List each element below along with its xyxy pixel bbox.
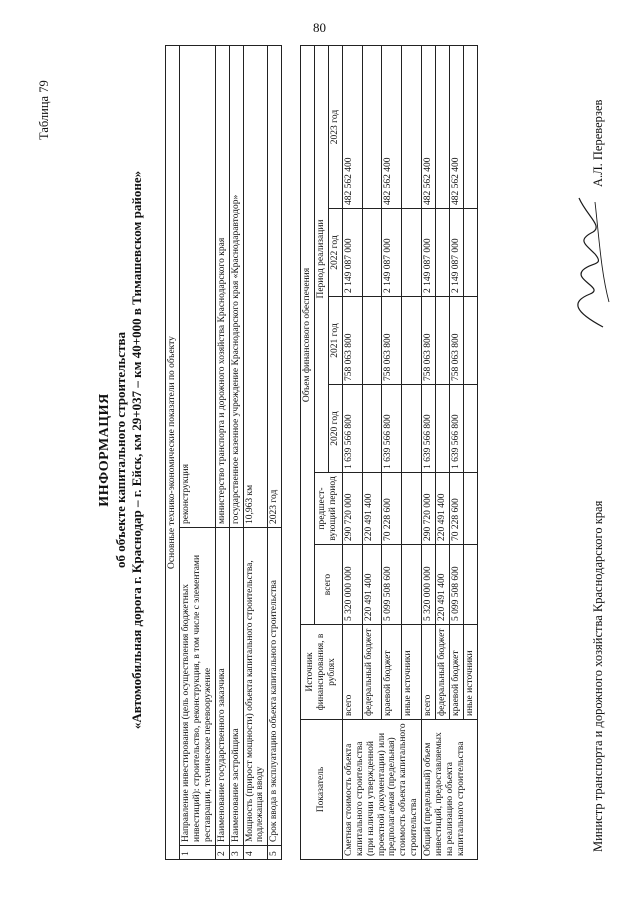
value-cell: 758 063 800 bbox=[422, 297, 436, 385]
value-cell: 1 639 566 800 bbox=[342, 385, 362, 473]
value-cell bbox=[463, 209, 477, 297]
header-realization-period: Период реализации bbox=[314, 46, 328, 473]
value-cell bbox=[463, 473, 477, 545]
rotated-document-body bbox=[15, 40, 625, 860]
value-cell bbox=[463, 297, 477, 385]
source-cell: федеральный бюджет bbox=[362, 625, 382, 720]
document-title bbox=[97, 40, 145, 860]
header-year: 2022 год bbox=[328, 209, 342, 297]
value-cell: 70 228 600 bbox=[450, 473, 464, 545]
value-cell: 482 562 400 bbox=[422, 46, 436, 209]
table-label: Таблица 79 bbox=[37, 80, 51, 140]
value-cell: 482 562 400 bbox=[382, 46, 402, 209]
value-cell: 1 639 566 800 bbox=[422, 385, 436, 473]
header-year: 2020 год bbox=[328, 385, 342, 473]
header-total: всего bbox=[314, 545, 342, 625]
value-cell: 290 720 000 bbox=[342, 473, 362, 545]
value-cell: 2 149 087 000 bbox=[382, 209, 402, 297]
value-cell: 5 099 508 600 bbox=[450, 545, 464, 625]
row-number: 2 bbox=[215, 846, 229, 860]
title-line-2: об объекте капитального строительства bbox=[113, 332, 128, 568]
source-cell: краевой бюджет bbox=[382, 625, 402, 720]
value-cell: 758 063 800 bbox=[342, 297, 362, 385]
row-value: реконструкция bbox=[179, 46, 215, 528]
value-cell: 5 320 000 000 bbox=[342, 545, 362, 625]
row-label: Наименование застройщика bbox=[229, 528, 243, 846]
value-cell bbox=[436, 385, 450, 473]
value-cell bbox=[362, 46, 382, 209]
value-cell bbox=[362, 385, 382, 473]
title-line-3: «Автомобильная дорога г. Краснодар – г. Ейск, км 29+037 – км 40+000 в Тимашевском районе» bbox=[129, 170, 144, 730]
value-cell: 2 149 087 000 bbox=[422, 209, 436, 297]
value-cell: 220 491 400 bbox=[362, 545, 382, 625]
table-row bbox=[243, 46, 268, 860]
value-cell: 482 562 400 bbox=[342, 46, 362, 209]
source-cell: федеральный бюджет bbox=[436, 625, 450, 720]
row-value: 10,963 км bbox=[243, 46, 268, 528]
row-number: 3 bbox=[229, 846, 243, 860]
source-cell: иные источники bbox=[402, 625, 422, 720]
header-indicator: Показатель bbox=[301, 720, 343, 860]
value-cell: 758 063 800 bbox=[382, 297, 402, 385]
value-cell bbox=[362, 297, 382, 385]
table-row bbox=[342, 46, 362, 860]
value-cell bbox=[402, 545, 422, 625]
page-number: 80 bbox=[313, 20, 326, 35]
value-cell: 220 491 400 bbox=[436, 545, 450, 625]
value-cell bbox=[436, 209, 450, 297]
signer-role: Министр транспорта и дорожного хозяйства Краснодарского края bbox=[591, 500, 605, 852]
value-cell bbox=[463, 545, 477, 625]
table-row bbox=[229, 46, 243, 860]
value-cell: 70 228 600 bbox=[382, 473, 402, 545]
header-year: 2021 год bbox=[328, 297, 342, 385]
value-cell: 1 639 566 800 bbox=[382, 385, 402, 473]
row-label: Направление инвестирования (цель осуществления бюджетных инвестиций): строительство, реконструкция, в том числе с элементами реставрации, техническое перевооружение bbox=[179, 528, 215, 846]
technical-indicators-table bbox=[165, 45, 282, 860]
technical-indicators-header: Основные технико-экономические показатели по объекту bbox=[166, 46, 180, 860]
value-cell bbox=[402, 385, 422, 473]
signature-block bbox=[575, 52, 635, 852]
value-cell bbox=[463, 46, 477, 209]
value-cell bbox=[402, 297, 422, 385]
header-source: Источник финансирования, в рублях bbox=[301, 625, 343, 720]
row-label: Срок ввода в эксплуатацию объекта капитального строительства bbox=[268, 528, 282, 846]
value-cell: 290 720 000 bbox=[422, 473, 436, 545]
indicator-cell: Общий (предельный) объем инвестиций, предоставляемых на реализацию объекта капитального строительства bbox=[422, 720, 478, 860]
row-value: государственное казенное учреждение Краснодарского края «Краснодаравтодор» bbox=[229, 46, 243, 528]
source-cell: иные источники bbox=[463, 625, 477, 720]
header-year: 2023 год bbox=[328, 46, 342, 209]
value-cell: 220 491 400 bbox=[436, 473, 450, 545]
value-cell: 482 562 400 bbox=[450, 46, 464, 209]
value-cell bbox=[402, 473, 422, 545]
value-cell bbox=[463, 385, 477, 473]
value-cell bbox=[362, 209, 382, 297]
title-line-1: ИНФОРМАЦИЯ bbox=[97, 393, 112, 507]
handwritten-signature bbox=[565, 192, 615, 332]
value-cell bbox=[436, 297, 450, 385]
table-row bbox=[179, 46, 215, 860]
table-row bbox=[215, 46, 229, 860]
value-cell: 5 099 508 600 bbox=[382, 545, 402, 625]
value-cell bbox=[436, 46, 450, 209]
row-label: Мощность (прирост мощности) объекта капитального строительства, подлежащая вводу bbox=[243, 528, 268, 846]
signer-name: А.Л. Переверзев bbox=[591, 99, 605, 187]
value-cell bbox=[402, 209, 422, 297]
value-cell bbox=[402, 46, 422, 209]
value-cell: 1 639 566 800 bbox=[450, 385, 464, 473]
source-cell: всего bbox=[342, 625, 362, 720]
source-cell: краевой бюджет bbox=[450, 625, 464, 720]
row-number: 4 bbox=[243, 846, 268, 860]
row-number: 1 bbox=[179, 846, 215, 860]
value-cell: 5 320 000 000 bbox=[422, 545, 436, 625]
financing-table bbox=[300, 45, 478, 860]
row-value: министерство транспорта и дорожного хозяйства Краснодарского края bbox=[215, 46, 229, 528]
value-cell: 2 149 087 000 bbox=[342, 209, 362, 297]
header-previous-period: предшест-вующий период bbox=[314, 473, 342, 545]
row-number: 5 bbox=[268, 846, 282, 860]
source-cell: всего bbox=[422, 625, 436, 720]
value-cell: 758 063 800 bbox=[450, 297, 464, 385]
table-row bbox=[422, 46, 436, 860]
table-row bbox=[268, 46, 282, 860]
row-value: 2023 год bbox=[268, 46, 282, 528]
value-cell: 220 491 400 bbox=[362, 473, 382, 545]
indicator-cell: Сметная стоимость объекта капитального строительства (при наличии утвержденной проектной документации) или предполагаемая (предельная) стоимость объекта капитального строительства bbox=[342, 720, 421, 860]
value-cell: 2 149 087 000 bbox=[450, 209, 464, 297]
row-label: Наименование государственного заказчика bbox=[215, 528, 229, 846]
header-volume: Объем финансового обеспечения bbox=[301, 46, 315, 625]
